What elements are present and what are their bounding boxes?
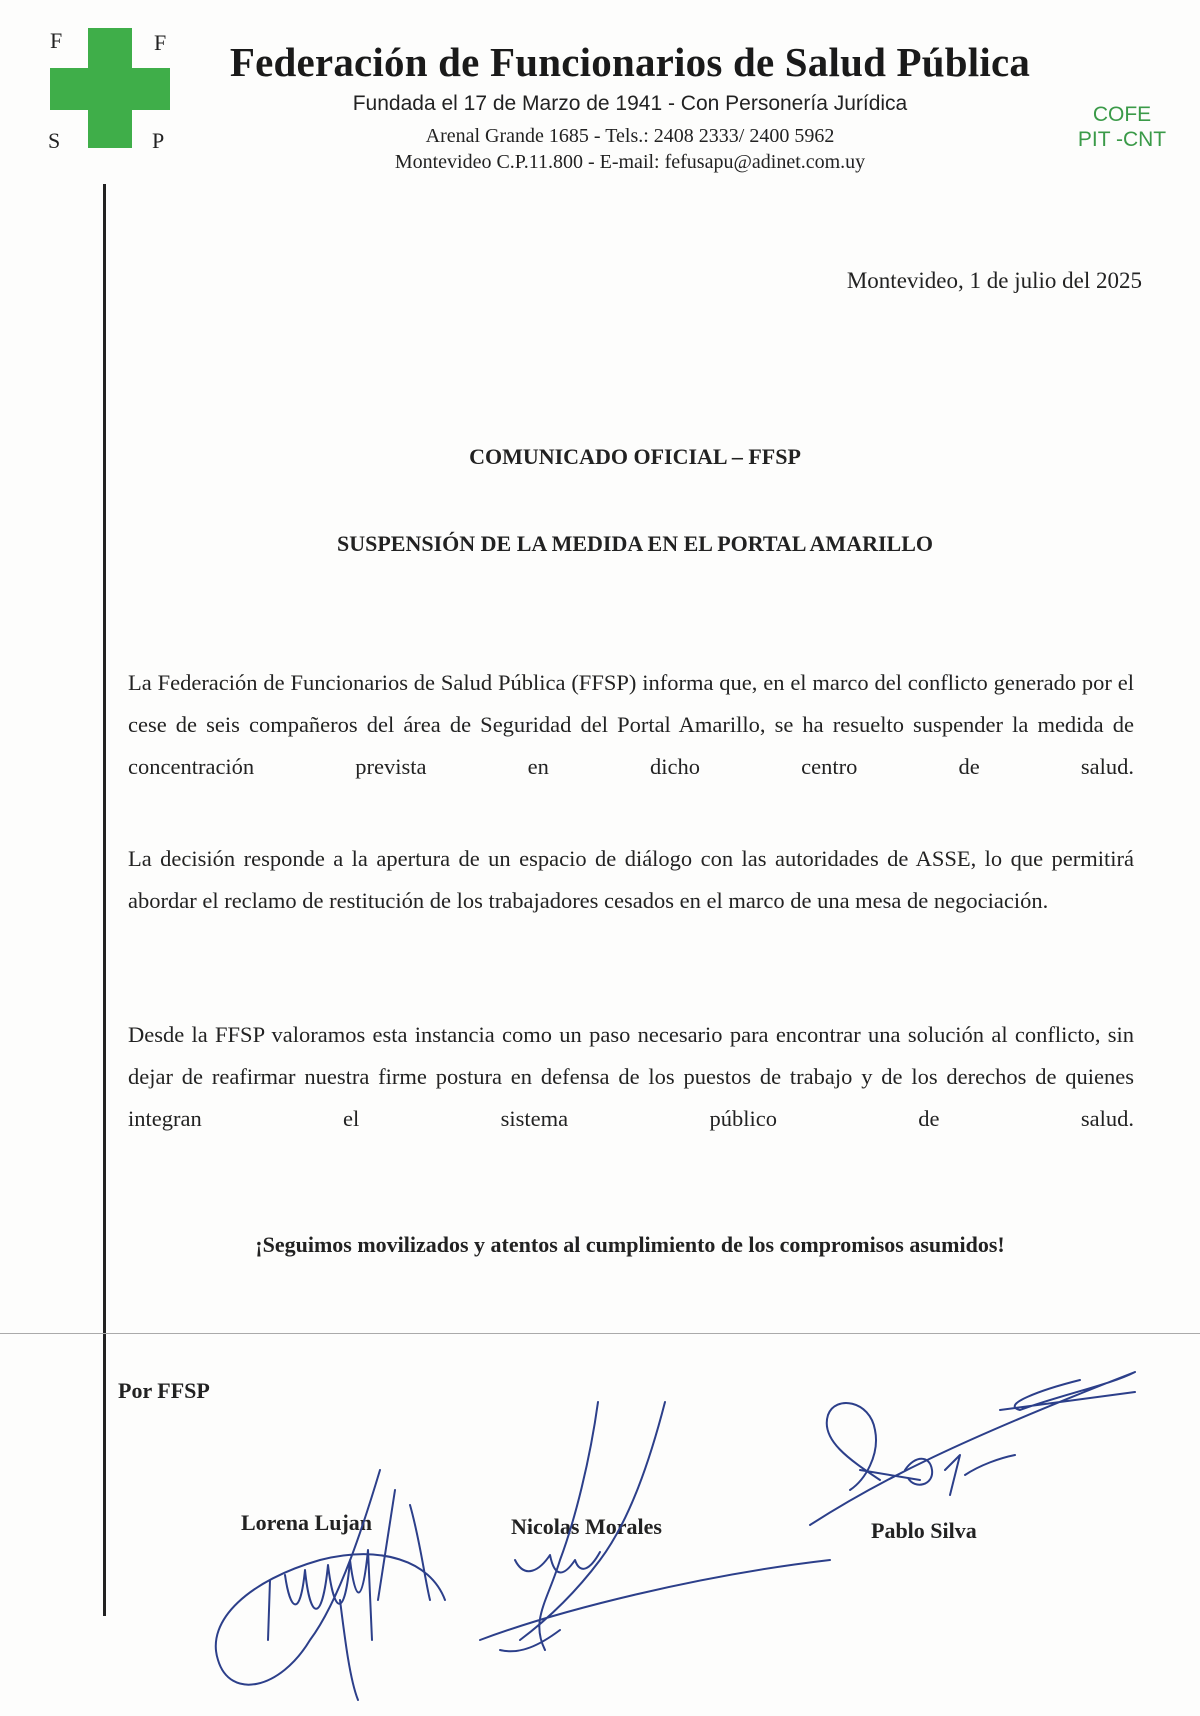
paragraph-3: Desde la FFSP valoramos esta instancia como un paso necesario para encontrar una solución al conflicto, sin dejar de reafirmar nuestra firme postura en defensa de los puestos de trabajo y de los derechos de quienes integran el sistema público de salud.	[128, 1022, 1134, 1131]
logo-letter-f1: F	[50, 28, 63, 53]
logo-letter-s: S	[48, 128, 61, 153]
signoff-label: Por FFSP	[118, 1378, 210, 1403]
signer-nicolas-morales: Nicolas Morales	[511, 1514, 662, 1539]
signer-pablo-silva: Pablo Silva	[871, 1518, 977, 1543]
closing-statement: ¡Seguimos movilizados y atentos al cumplimiento de los compromisos asumidos!	[255, 1232, 1005, 1257]
left-margin-rule	[103, 184, 106, 1616]
paragraph-2: La decisión responde a la apertura de un espacio de diálogo con las autoridades de ASSE, lo que permitirá abordar el reclamo de restitución de los trabajadores cesados en el marco de una mesa de negociación.	[128, 846, 1134, 913]
address-line-1: Arenal Grande 1685 - Tels.: 2408 2333/ 2400 5962	[425, 125, 835, 147]
affiliation-cofe: COFE	[1092, 103, 1152, 126]
address-line-2: Montevideo C.P.11.800 - E-mail: fefusapu@adinet.com.uy	[394, 151, 866, 173]
document-subtitle: SUSPENSIÓN DE LA MEDIDA EN EL PORTAL AMARILLO	[337, 531, 933, 556]
founded-line: Fundada el 17 de Marzo de 1941 - Con Personería Jurídica	[352, 92, 908, 115]
organization-name: Federación de Funcionarios de Salud Pública	[229, 39, 1031, 85]
divider-line	[0, 1333, 1200, 1334]
document-date: Montevideo, 1 de julio del 2025	[846, 268, 1142, 293]
signer-lorena-lujan: Lorena Lujan	[241, 1510, 373, 1535]
signature-lorena-lujan	[216, 1470, 445, 1700]
logo-letter-p: P	[152, 128, 165, 153]
paragraph-1: La Federación de Funcionarios de Salud Pública (FFSP) informa que, en el marco del conflicto generado por el cese de seis compañeros del área de Seguridad del Portal Amarillo, se ha resuelto suspender la medida de concentración prevista en dicho centro de salud.	[128, 670, 1134, 779]
signature-pablo-silva	[810, 1372, 1135, 1525]
logo-letter-f2: F	[154, 30, 167, 55]
affiliation-pit-cnt: PIT -CNT	[1077, 128, 1167, 151]
document-title: COMUNICADO OFICIAL – FFSP	[469, 444, 801, 469]
